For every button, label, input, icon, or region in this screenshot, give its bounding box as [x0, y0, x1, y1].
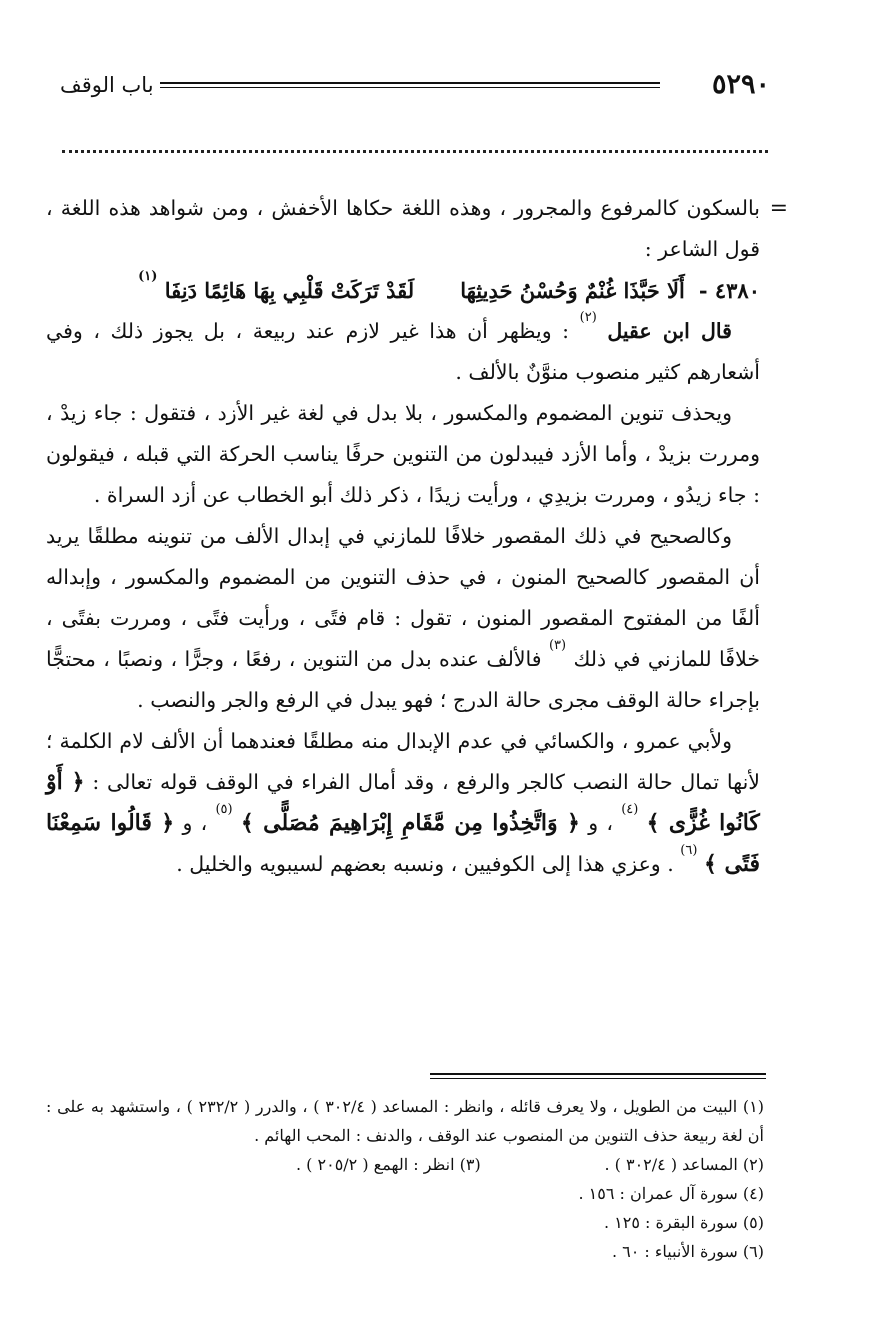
footnote-ref-4: (٤) — [621, 802, 639, 817]
footnote-4: (٤) سورة آل عمران : ١٥٦ . — [578, 1184, 764, 1203]
paragraph-2-text: : ويظهر أن هذا غير لازم عند ربيعة ، بل يجوز ذلك ، وفي أشعارهم كثير منصوب منوَّنٌ بالألف . — [46, 319, 760, 384]
conjunction-2: ، و — [182, 811, 208, 835]
footnotes — [46, 1092, 764, 1266]
verse-hemistich-2: لَقَدْ تَرَكَتْ قَلْبِي بِهَا هَائِمًا دَنِفَا — [164, 278, 415, 303]
quran-quote-2: ﴿ وَاتَّخِذُوا مِن مَّقَامِ إِبْرَاهِيمَ مُصَلًّى ﴾ — [240, 810, 580, 836]
conjunction-1: ، و — [588, 811, 613, 835]
paragraph-4-text-a: وكالصحيح في ذلك المقصور خلافًا للمازني في إبدال الألف من تنوينه مطلقًا يريد أن المقصور كالصحيح المنون ، في حذف التنوين من المضموم والمكسور ، وإبداله ألفًا من المفتوح المقصور المنون ، تقول : قام فتًى ، ورأيت فتًى ، ومررت بفتًى ، خلافًا للمازني في ذلك — [46, 524, 760, 671]
footnote-2: (٢) المساعد ( ٣٠٢/٤ ) . — [604, 1155, 764, 1174]
footnote-rule — [430, 1073, 766, 1079]
page-header — [60, 68, 770, 102]
footnote-row-2-3 — [46, 1150, 764, 1179]
footnote-1: (١) البيت من الطويل ، ولا يعرف قائله ، وانظر : المساعد ( ٣٠٢/٤ ) ، والدرر ( ٢٣٢/٢ ) ، واستشهد به على : أن لغة ربيعة حذف التنوين من المنصوب عند الوقف ، والدنف : المحب الهائم . — [46, 1097, 764, 1145]
paragraph-5-text-a: ولأبي عمرو ، والكسائي في عدم الإبدال منه مطلقًا فعندهما أن الألف لام الكلمة ؛ لأنها تمال حالة النصب كالجر والرفع ، وقد أمال الفراء في الوقف قوله تعالى : — [46, 729, 760, 794]
paragraph-2 — [46, 311, 760, 393]
verse-number: ٤٣٨٠ - — [698, 278, 760, 303]
main-text — [46, 188, 788, 885]
ibn-aqil-label: قال ابن عقيل — [607, 319, 732, 343]
paragraph-5-text-b: . وعزي هذا إلى الكوفيين ، ونسبه بعضهم لسيبويه والخليل . — [176, 852, 674, 876]
quran-quote-3: ﴿ قَالُوا سَمِعْنَا فَتًى ﴾ — [46, 810, 760, 877]
page-number: ٥٢٩٠ — [711, 69, 770, 100]
header-rule — [160, 82, 660, 88]
dotted-separator — [62, 150, 768, 153]
paragraph-5 — [46, 721, 760, 885]
footnote-ref-2: (٢) — [579, 310, 597, 325]
chapter-title: باب الوقف — [60, 73, 154, 97]
footnote-ref-1: (١) — [138, 270, 158, 284]
footnote-ref-3: (٣) — [548, 638, 567, 653]
footnote-5: (٥) سورة البقرة : ١٢٥ . — [603, 1213, 764, 1232]
footnote-3: (٣) انظر : الهمع ( ٢٠٥/٢ ) . — [296, 1155, 481, 1174]
footnote-ref-6: (٦) — [680, 843, 698, 858]
paragraph-1: بالسكون كالمرفوع والمجرور ، وهذه اللغة حكاها الأخفش ، ومن شواهد هذه اللغة ، قول الشاعر : — [46, 196, 760, 261]
paragraph-4 — [46, 516, 760, 721]
quran-quote-1: ﴿ أَوْ كَانُوا غُزًّى ﴾ — [46, 769, 760, 836]
paragraph-4-text-b: فالألف عنده بدل من التنوين ، رفعًا ، وجرًّا ، ونصبًا ، محتجًّا بإجراء حالة الوقف مجرى حالة الدرج ؛ فهو يبدل في الرفع والجر والنصب . — [46, 647, 760, 712]
footnote-6: (٦) سورة الأنبياء : ٦٠ . — [611, 1242, 764, 1261]
poetry-verse — [46, 270, 760, 311]
footnote-ref-5: (٥) — [215, 802, 233, 817]
continuation-mark: = — [769, 196, 788, 221]
verse-hemistich-1: أَلَا حَبَّذَا غُنْمٌ وَحُسْنُ حَدِيثِهَا — [460, 278, 685, 303]
paragraph-3: ويحذف تنوين المضموم والمكسور ، بلا بدل في لغة غير الأزد ، فتقول : جاء زيدْ ، ومررت بزيدْ ، وأما الأزد فيبدلون من التنوين حرفًا يناسب الحركة التي قبله ، فيقولون : جاء زيدُو ، ومررت بزيدِي ، ورأيت زيدًا ، ذكر ذلك أبو الخطاب عن أزد السراة . — [46, 401, 760, 507]
